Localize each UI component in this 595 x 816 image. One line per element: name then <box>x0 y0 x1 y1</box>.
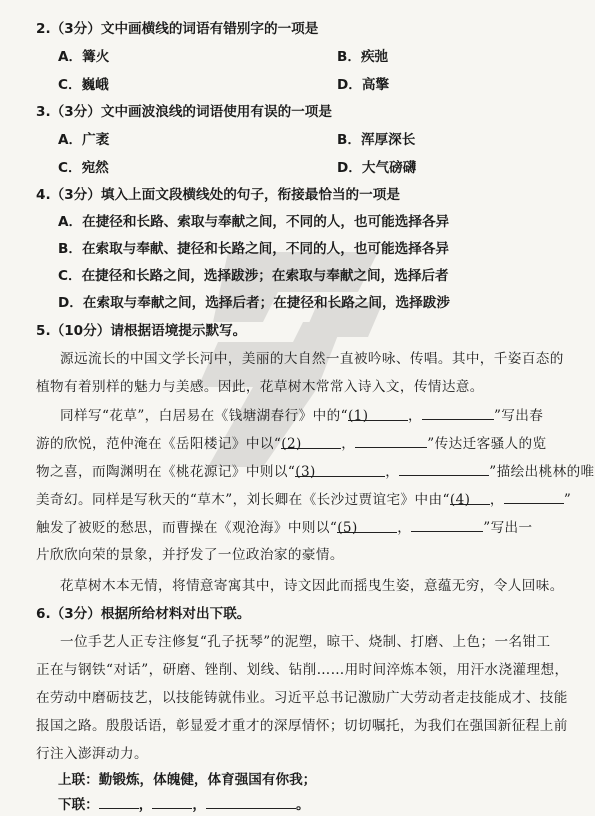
blank-2a[interactable]: (2) <box>281 433 341 449</box>
q3-option-d[interactable]: D．大气磅礴 <box>337 160 417 176</box>
q3-option-a[interactable]: A．广袤 <box>58 132 110 148</box>
q2-option-d[interactable]: D．高擎 <box>337 77 390 93</box>
q2-option-c[interactable]: C．巍峨 <box>58 77 109 93</box>
blank-5a[interactable]: (5) <box>337 517 397 533</box>
blank-4a[interactable]: (4) <box>450 489 490 505</box>
lower-blank-1[interactable] <box>99 793 139 809</box>
q2-option-a[interactable]: A．篝火 <box>58 49 110 65</box>
blank-4b[interactable] <box>504 488 564 504</box>
blank-1a[interactable]: (1) <box>348 405 408 421</box>
blank-3b[interactable] <box>399 460 489 476</box>
q3-option-c[interactable]: C．宛然 <box>58 160 109 176</box>
exam-page: 2.（3分）文中画横线的词语有错别字的一项是 A．篝火 B．疾弛 C．巍峨 D．高擎 3.（3分）文中画波浪线的词语使用有误的一项是 A．广袤 B．浑厚深长 C．宛然 D．大气磅礴 4.（3分）填入上面文段横线处的句子，衔接最恰当的一项是 A．在捷径和长路、索取与奉献之间，不同的人，也可能选择各异 B．在索取与奉献、捷径和长路之间，不同的人，也可能选择各异 C．在捷径和长路之间，选择跋涉；在索取与奉献之间，选择后者 D．在索取与奉献之间，选择后者；在捷径和长路之间，选择跋涉 5.（10分）请根据语境提示默写。 源远流长的中国文学长河中，美丽的大自然一直被吟咏、传唱。其中，千姿百态的 植物有着别样的魅力与美感。因此，花草树木常常入诗入文，传情达意。 同样写“花草”，白居易在《钱塘湖春行》中的“(1) ， ”写出春 游的欣悦，范仲淹在《岳阳楼记》中以“(2) ， ”传达迁客骚人的览 物之喜，而陶渊明在《桃花源记》中则以“(3) ， ”描绘出桃林的唯 美奇幻。同样是写秋天的“草木”，刘长卿在《长沙过贾谊宅》中由“(4) ， ” 触发了被贬的愁思，而曹操在《观沧海》中则以“(5) ， ”写出一 片欣欣向荣的景象，并抒发了一位政治家的豪情。 花草树木本无情，将情意寄寓其中，诗文因此而摇曳生姿，意蕴无穷，令人回味。 6.（3分）根据所给材料对出下联。 一位手艺人正专注修复“孔子抚琴”的泥塑，晾干、烧制、打磨、上色；一名钳工 正在与钢铁“对话”，研磨、锉削、划线、钻削……用时间淬炼本领，用汗水浇灌理想， 在劳动中磨砺技艺，以技能铸就伟业。习近平总书记激励广大劳动者走技能成才、技能 报国之路。殷殷话语，彰显爱才重才的深厚情怀；切切嘱托，为我们在强国新征程上前 行注入澎湃动力。 上联：勤锻炼，体魄健，体育强国有你我； 下联： ， ， 。 <box>36 21 595 813</box>
q3-option-b[interactable]: B．浑厚深长 <box>337 132 416 148</box>
blank-5b[interactable] <box>411 516 483 532</box>
blank-3a[interactable]: (3) <box>295 461 385 477</box>
blank-1b[interactable] <box>422 404 494 420</box>
lower-blank-2[interactable] <box>152 793 192 809</box>
q2-option-b[interactable]: B．疾弛 <box>337 49 389 65</box>
lower-blank-3[interactable] <box>206 793 296 809</box>
blank-2b[interactable] <box>355 432 427 448</box>
